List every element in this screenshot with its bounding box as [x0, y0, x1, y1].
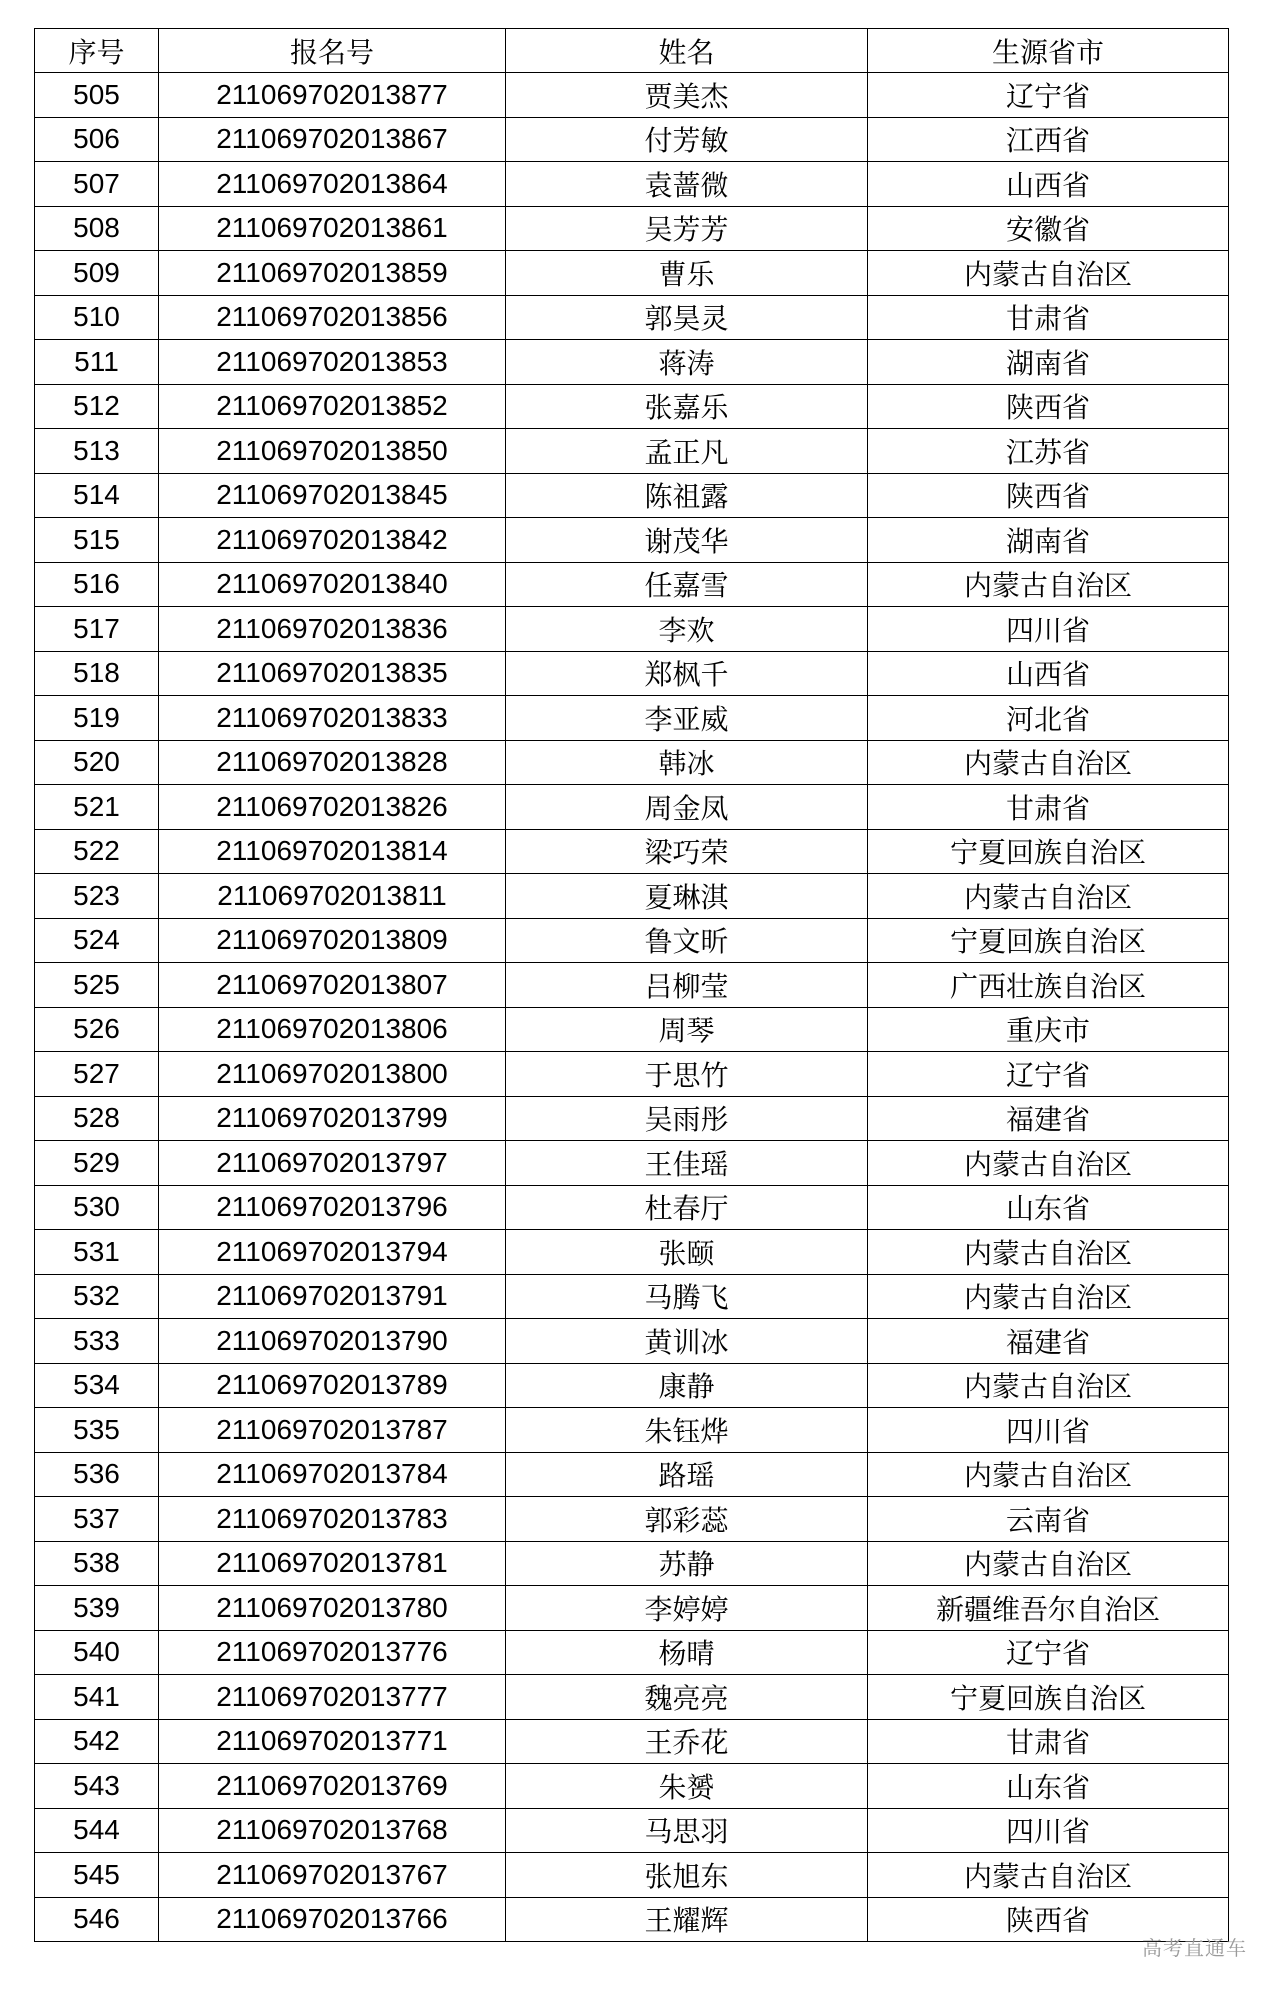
origin-province-cell: 辽宁省 [868, 73, 1229, 118]
registration-number-cell: 211069702013800 [159, 1052, 506, 1097]
name-cell: 康静 [506, 1363, 868, 1408]
origin-province-cell: 山东省 [868, 1185, 1229, 1230]
serial-number-cell: 515 [35, 518, 159, 563]
table-row [35, 251, 1229, 296]
header-origin-province: 生源省市 [868, 29, 1229, 73]
table-row [35, 295, 1229, 340]
name-cell: 鲁文昕 [506, 918, 868, 963]
name-cell: 马腾飞 [506, 1274, 868, 1319]
serial-number-cell: 546 [35, 1897, 159, 1942]
name-cell: 朱赟 [506, 1764, 868, 1809]
serial-number-cell: 509 [35, 251, 159, 296]
origin-province-cell: 宁夏回族自治区 [868, 1675, 1229, 1720]
serial-number-cell: 520 [35, 740, 159, 785]
origin-province-cell: 河北省 [868, 696, 1229, 741]
origin-province-cell: 福建省 [868, 1319, 1229, 1364]
registration-number-cell: 211069702013809 [159, 918, 506, 963]
origin-province-cell: 甘肃省 [868, 1719, 1229, 1764]
table-row [35, 785, 1229, 830]
name-cell: 魏亮亮 [506, 1675, 868, 1720]
origin-province-cell: 宁夏回族自治区 [868, 829, 1229, 874]
registration-number-cell: 211069702013835 [159, 651, 506, 696]
origin-province-cell: 宁夏回族自治区 [868, 918, 1229, 963]
header-name: 姓名 [506, 29, 868, 73]
table-row [35, 1897, 1229, 1942]
registration-number-cell: 211069702013771 [159, 1719, 506, 1764]
name-cell: 郑枫千 [506, 651, 868, 696]
registration-number-cell: 211069702013850 [159, 429, 506, 474]
table-row [35, 562, 1229, 607]
registration-number-cell: 211069702013768 [159, 1808, 506, 1853]
registration-number-cell: 211069702013864 [159, 162, 506, 207]
table-row [35, 1452, 1229, 1497]
serial-number-cell: 521 [35, 785, 159, 830]
table-row [35, 874, 1229, 919]
name-cell: 郭昊灵 [506, 295, 868, 340]
table-row [35, 1808, 1229, 1853]
registration-number-cell: 211069702013807 [159, 963, 506, 1008]
table-row [35, 1007, 1229, 1052]
name-cell: 蒋涛 [506, 340, 868, 385]
table-row [35, 1408, 1229, 1453]
registration-number-cell: 211069702013806 [159, 1007, 506, 1052]
registration-number-cell: 211069702013852 [159, 384, 506, 429]
name-cell: 路瑶 [506, 1452, 868, 1497]
name-cell: 李亚威 [506, 696, 868, 741]
registration-number-cell: 211069702013814 [159, 829, 506, 874]
registration-number-cell: 211069702013828 [159, 740, 506, 785]
registration-number-cell: 211069702013766 [159, 1897, 506, 1942]
serial-number-cell: 525 [35, 963, 159, 1008]
origin-province-cell: 陕西省 [868, 1897, 1229, 1942]
name-cell: 王耀辉 [506, 1897, 868, 1942]
table-row [35, 1052, 1229, 1097]
registration-number-cell: 211069702013826 [159, 785, 506, 830]
origin-province-cell: 内蒙古自治区 [868, 1141, 1229, 1186]
serial-number-cell: 507 [35, 162, 159, 207]
origin-province-cell: 江苏省 [868, 429, 1229, 474]
serial-number-cell: 538 [35, 1541, 159, 1586]
name-cell: 苏静 [506, 1541, 868, 1586]
name-cell: 杜春厅 [506, 1185, 868, 1230]
name-cell: 吕柳莹 [506, 963, 868, 1008]
name-cell: 袁蔷微 [506, 162, 868, 207]
origin-province-cell: 辽宁省 [868, 1630, 1229, 1675]
registration-number-cell: 211069702013856 [159, 295, 506, 340]
registration-number-cell: 211069702013811 [159, 874, 506, 919]
serial-number-cell: 527 [35, 1052, 159, 1097]
serial-number-cell: 537 [35, 1497, 159, 1542]
name-cell: 李欢 [506, 607, 868, 652]
registration-number-cell: 211069702013859 [159, 251, 506, 296]
table-row [35, 162, 1229, 207]
table-row [35, 607, 1229, 652]
origin-province-cell: 内蒙古自治区 [868, 1541, 1229, 1586]
registration-number-cell: 211069702013783 [159, 1497, 506, 1542]
serial-number-cell: 529 [35, 1141, 159, 1186]
origin-province-cell: 陕西省 [868, 384, 1229, 429]
origin-province-cell: 四川省 [868, 1408, 1229, 1453]
table-row [35, 1719, 1229, 1764]
serial-number-cell: 543 [35, 1764, 159, 1809]
registration-number-cell: 211069702013784 [159, 1452, 506, 1497]
name-cell: 梁巧荣 [506, 829, 868, 874]
origin-province-cell: 内蒙古自治区 [868, 874, 1229, 919]
registration-number-cell: 211069702013776 [159, 1630, 506, 1675]
table-body [35, 73, 1229, 1942]
origin-province-cell: 辽宁省 [868, 1052, 1229, 1097]
registration-number-cell: 211069702013777 [159, 1675, 506, 1720]
name-cell: 张嘉乐 [506, 384, 868, 429]
origin-province-cell: 重庆市 [868, 1007, 1229, 1052]
name-cell: 夏琳淇 [506, 874, 868, 919]
origin-province-cell: 内蒙古自治区 [868, 251, 1229, 296]
origin-province-cell: 山西省 [868, 651, 1229, 696]
table-row [35, 740, 1229, 785]
serial-number-cell: 534 [35, 1363, 159, 1408]
serial-number-cell: 526 [35, 1007, 159, 1052]
origin-province-cell: 湖南省 [868, 340, 1229, 385]
table-row [35, 206, 1229, 251]
table-row [35, 1586, 1229, 1631]
origin-province-cell: 甘肃省 [868, 295, 1229, 340]
registration-number-cell: 211069702013780 [159, 1586, 506, 1631]
table-row [35, 651, 1229, 696]
serial-number-cell: 510 [35, 295, 159, 340]
origin-province-cell: 内蒙古自治区 [868, 740, 1229, 785]
registration-number-cell: 211069702013877 [159, 73, 506, 118]
registration-number-cell: 211069702013853 [159, 340, 506, 385]
table-row [35, 1675, 1229, 1720]
table-row [35, 73, 1229, 118]
name-cell: 周金凤 [506, 785, 868, 830]
table-row [35, 1141, 1229, 1186]
table-row [35, 1630, 1229, 1675]
serial-number-cell: 528 [35, 1096, 159, 1141]
registration-number-cell: 211069702013861 [159, 206, 506, 251]
name-cell: 张颐 [506, 1230, 868, 1275]
serial-number-cell: 517 [35, 607, 159, 652]
serial-number-cell: 524 [35, 918, 159, 963]
name-cell: 王佳瑶 [506, 1141, 868, 1186]
origin-province-cell: 山西省 [868, 162, 1229, 207]
table-row [35, 117, 1229, 162]
serial-number-cell: 522 [35, 829, 159, 874]
registration-number-cell: 211069702013836 [159, 607, 506, 652]
table-row [35, 1096, 1229, 1141]
origin-province-cell: 内蒙古自治区 [868, 1363, 1229, 1408]
table-row [35, 918, 1229, 963]
name-cell: 孟正凡 [506, 429, 868, 474]
serial-number-cell: 516 [35, 562, 159, 607]
name-cell: 张旭东 [506, 1853, 868, 1898]
serial-number-cell: 511 [35, 340, 159, 385]
origin-province-cell: 湖南省 [868, 518, 1229, 563]
registration-number-cell: 211069702013840 [159, 562, 506, 607]
serial-number-cell: 540 [35, 1630, 159, 1675]
table-row [35, 963, 1229, 1008]
serial-number-cell: 532 [35, 1274, 159, 1319]
serial-number-cell: 545 [35, 1853, 159, 1898]
serial-number-cell: 508 [35, 206, 159, 251]
origin-province-cell: 新疆维吾尔自治区 [868, 1586, 1229, 1631]
origin-province-cell: 内蒙古自治区 [868, 1274, 1229, 1319]
admission-list-table [34, 28, 1229, 1942]
origin-province-cell: 云南省 [868, 1497, 1229, 1542]
origin-province-cell: 福建省 [868, 1096, 1229, 1141]
table-row [35, 1541, 1229, 1586]
table-row [35, 1319, 1229, 1364]
name-cell: 谢茂华 [506, 518, 868, 563]
watermark-text: 高考直通车 [1142, 1936, 1247, 1960]
serial-number-cell: 519 [35, 696, 159, 741]
table-row [35, 1274, 1229, 1319]
name-cell: 周琴 [506, 1007, 868, 1052]
serial-number-cell: 530 [35, 1185, 159, 1230]
name-cell: 马思羽 [506, 1808, 868, 1853]
origin-province-cell: 安徽省 [868, 206, 1229, 251]
table-row [35, 1230, 1229, 1275]
table-row [35, 829, 1229, 874]
name-cell: 任嘉雪 [506, 562, 868, 607]
registration-number-cell: 211069702013799 [159, 1096, 506, 1141]
name-cell: 朱钰烨 [506, 1408, 868, 1453]
origin-province-cell: 内蒙古自治区 [868, 1230, 1229, 1275]
serial-number-cell: 536 [35, 1452, 159, 1497]
serial-number-cell: 539 [35, 1586, 159, 1631]
registration-number-cell: 211069702013790 [159, 1319, 506, 1364]
origin-province-cell: 山东省 [868, 1764, 1229, 1809]
serial-number-cell: 523 [35, 874, 159, 919]
table-row [35, 1853, 1229, 1898]
origin-province-cell: 内蒙古自治区 [868, 1452, 1229, 1497]
serial-number-cell: 542 [35, 1719, 159, 1764]
serial-number-cell: 513 [35, 429, 159, 474]
origin-province-cell: 广西壮族自治区 [868, 963, 1229, 1008]
registration-number-cell: 211069702013787 [159, 1408, 506, 1453]
serial-number-cell: 518 [35, 651, 159, 696]
header-row [35, 29, 1229, 73]
origin-province-cell: 四川省 [868, 607, 1229, 652]
origin-province-cell: 内蒙古自治区 [868, 562, 1229, 607]
registration-number-cell: 211069702013781 [159, 1541, 506, 1586]
serial-number-cell: 535 [35, 1408, 159, 1453]
table-row [35, 1363, 1229, 1408]
origin-province-cell: 陕西省 [868, 473, 1229, 518]
registration-number-cell: 211069702013791 [159, 1274, 506, 1319]
serial-number-cell: 533 [35, 1319, 159, 1364]
table-row [35, 1185, 1229, 1230]
origin-province-cell: 江西省 [868, 117, 1229, 162]
origin-province-cell: 四川省 [868, 1808, 1229, 1853]
registration-number-cell: 211069702013789 [159, 1363, 506, 1408]
serial-number-cell: 506 [35, 117, 159, 162]
name-cell: 吴芳芳 [506, 206, 868, 251]
serial-number-cell: 541 [35, 1675, 159, 1720]
origin-province-cell: 甘肃省 [868, 785, 1229, 830]
table-row [35, 384, 1229, 429]
registration-number-cell: 211069702013797 [159, 1141, 506, 1186]
header-serial-number: 序号 [35, 29, 159, 73]
registration-number-cell: 211069702013842 [159, 518, 506, 563]
registration-number-cell: 211069702013833 [159, 696, 506, 741]
name-cell: 吴雨彤 [506, 1096, 868, 1141]
registration-number-cell: 211069702013767 [159, 1853, 506, 1898]
name-cell: 李婷婷 [506, 1586, 868, 1631]
serial-number-cell: 505 [35, 73, 159, 118]
header-registration-number: 报名号 [159, 29, 506, 73]
origin-province-cell: 内蒙古自治区 [868, 1853, 1229, 1898]
table-row [35, 1497, 1229, 1542]
serial-number-cell: 531 [35, 1230, 159, 1275]
table-row [35, 1764, 1229, 1809]
registration-number-cell: 211069702013794 [159, 1230, 506, 1275]
name-cell: 贾美杰 [506, 73, 868, 118]
name-cell: 韩冰 [506, 740, 868, 785]
table-row [35, 340, 1229, 385]
name-cell: 王乔花 [506, 1719, 868, 1764]
name-cell: 陈祖露 [506, 473, 868, 518]
name-cell: 曹乐 [506, 251, 868, 296]
registration-number-cell: 211069702013796 [159, 1185, 506, 1230]
table-row [35, 429, 1229, 474]
serial-number-cell: 512 [35, 384, 159, 429]
table-row [35, 696, 1229, 741]
name-cell: 郭彩蕊 [506, 1497, 868, 1542]
name-cell: 于思竹 [506, 1052, 868, 1097]
table-row [35, 473, 1229, 518]
name-cell: 付芳敏 [506, 117, 868, 162]
registration-number-cell: 211069702013769 [159, 1764, 506, 1809]
serial-number-cell: 544 [35, 1808, 159, 1853]
registration-number-cell: 211069702013845 [159, 473, 506, 518]
serial-number-cell: 514 [35, 473, 159, 518]
name-cell: 杨晴 [506, 1630, 868, 1675]
table-row [35, 518, 1229, 563]
name-cell: 黄训冰 [506, 1319, 868, 1364]
registration-number-cell: 211069702013867 [159, 117, 506, 162]
